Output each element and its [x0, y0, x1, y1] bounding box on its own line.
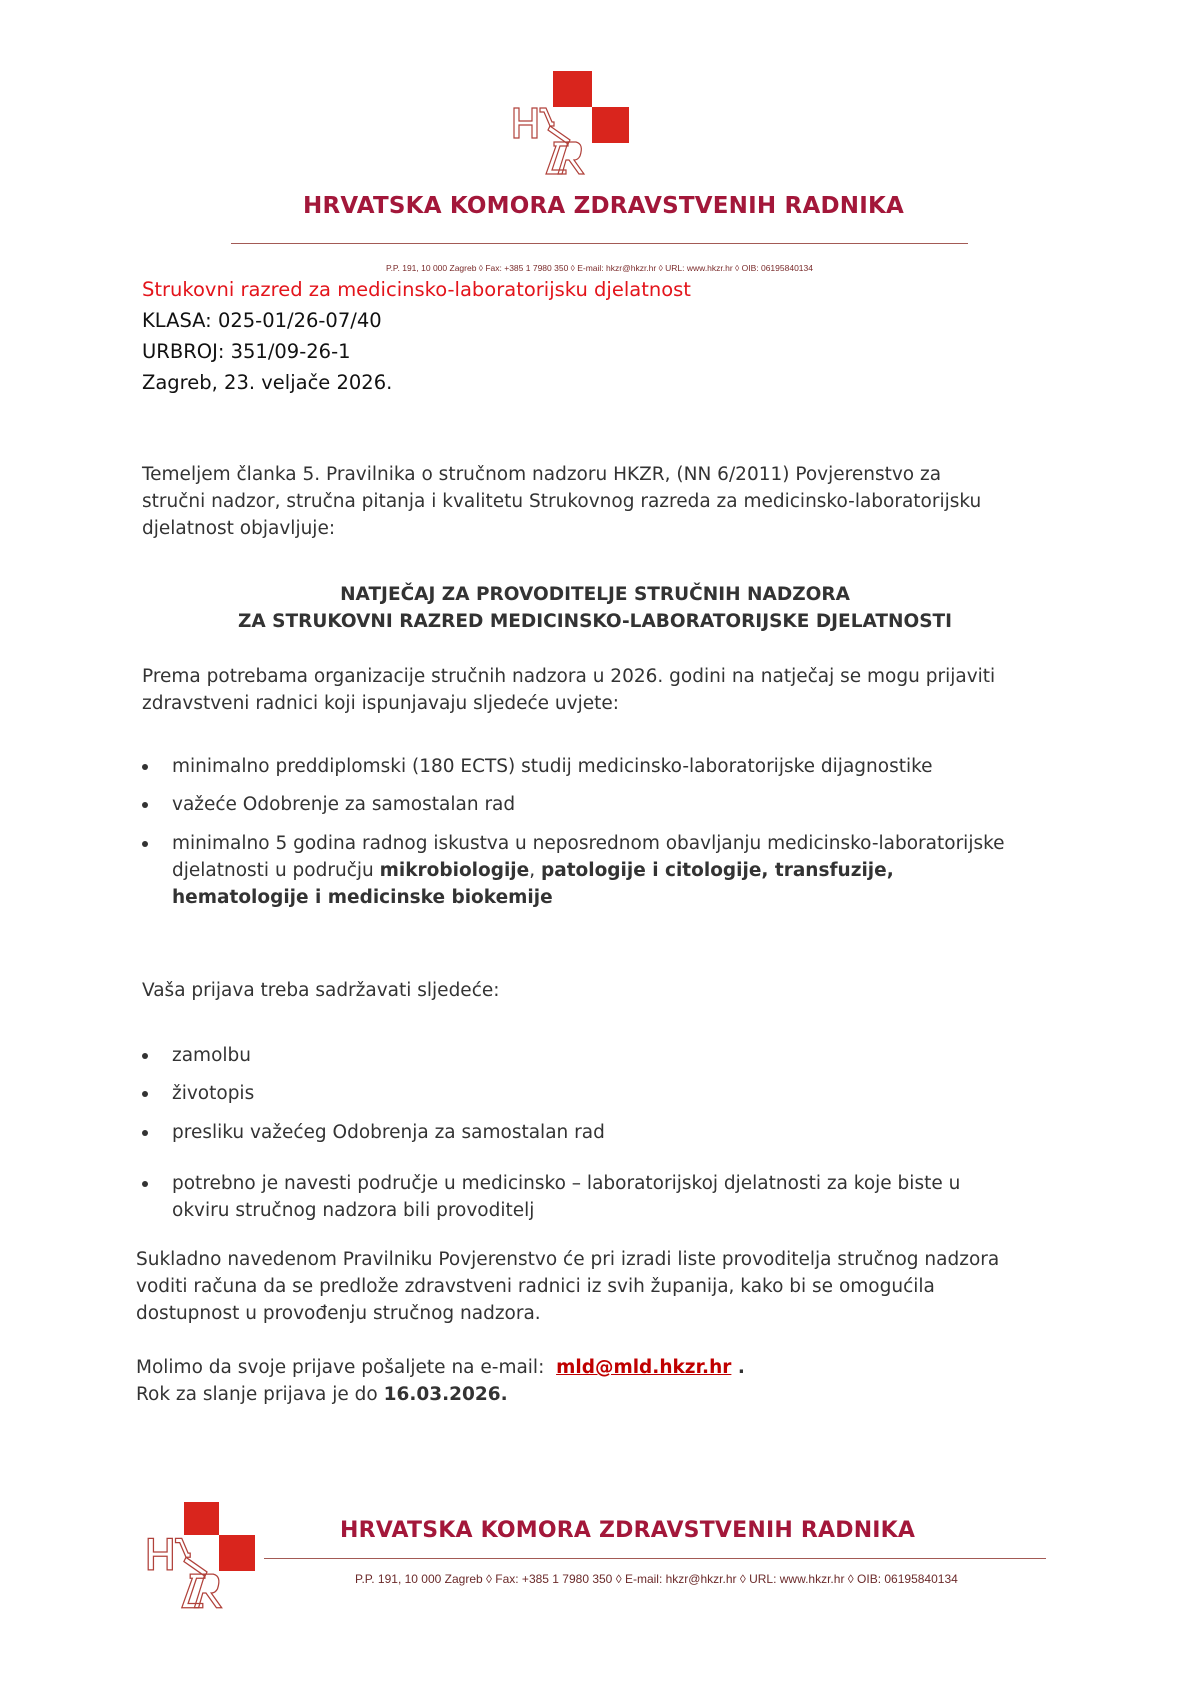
conditions-intro	[142, 663, 1062, 717]
application-item-text	[172, 1170, 1062, 1224]
logo-hkzr-letters-icon	[510, 104, 590, 176]
footer-logo-red-square-top	[184, 1502, 219, 1535]
logo-red-square-bottom	[592, 107, 629, 143]
condition-text	[172, 830, 1062, 911]
bullet-icon	[142, 1091, 148, 1097]
deadline-date: 16.03.2026.	[383, 1384, 508, 1405]
department-name: Strukovni razred za medicinsko-laboratorijsku djelatnost	[142, 278, 691, 301]
intro-line: djelatnost objavljuje:	[142, 518, 336, 539]
intro-paragraph	[142, 461, 1062, 542]
application-item-line: potrebno je navesti područje u medicinsko – laboratorijskoj djelatnosti za koje biste u	[172, 1173, 961, 1194]
condition-line-text: djelatnosti u području	[172, 860, 380, 881]
email-line	[136, 1354, 1056, 1381]
application-item-text: zamolbu	[172, 1045, 251, 1066]
bullet-icon	[142, 1130, 148, 1136]
closing-line: voditi računa da se predlože zdravstveni radnici iz svih županija, kako bi se omogućila	[136, 1276, 935, 1297]
urbroj-number: URBROJ: 351/09-26-1	[142, 340, 351, 363]
email-prefix: Molimo da svoje prijave pošaljete na e-mail:	[136, 1357, 557, 1378]
header-divider	[231, 243, 968, 244]
footer-logo-hkzr-letters-icon	[144, 1532, 228, 1612]
bullet-icon	[142, 841, 148, 847]
intro-line: Temeljem članka 5. Pravilnika o stručnom nadzoru HKZR, (NN 6/2011) Povjerenstvo za	[142, 464, 942, 485]
header-address-line: P.P. 191, 10 000 Zagreb ◊ Fax: +385 1 7980 350 ◊ E-mail: hkzr@hkzr.hr ◊ URL: www.hkzr.hr ◊ OIB: 06195840134	[386, 263, 813, 273]
condition-line	[172, 884, 1062, 911]
contact-block	[136, 1354, 1056, 1408]
tender-heading-line: ZA STRUKOVNI RAZRED MEDICINSKO-LABORATORIJSKE DJELATNOSTI	[237, 611, 953, 632]
application-item-text: životopis	[172, 1083, 255, 1104]
closing-paragraph	[136, 1246, 1056, 1327]
condition-line: minimalno 5 godina radnog iskustva u neposrednom obavljanju medicinsko-laboratorijske	[172, 833, 1005, 854]
bullet-icon	[142, 1053, 148, 1059]
tender-heading-line: NATJEČAJ ZA PROVODITELJE STRUČNIH NADZORA	[340, 584, 850, 605]
application-intro: Vaša prijava treba sadržavati sljedeće:	[142, 980, 500, 1001]
intro-line: stručni nadzor, stručna pitanja i kvalitetu Strukovnog razreda za medicinsko-laboratorijsku	[142, 491, 982, 512]
bullet-icon	[142, 764, 148, 770]
organization-title: HRVATSKA KOMORA ZDRAVSTVENIH RADNIKA	[303, 193, 904, 219]
conditions-intro-line: Prema potrebama organizacije stručnih nadzora u 2026. godini na natječaj se mogu prijaviti	[142, 666, 996, 687]
field-pathology-transfusion: patologije i citologije, transfuzije,	[540, 860, 894, 881]
tender-heading	[130, 581, 1060, 635]
email-suffix: .	[731, 1357, 745, 1378]
footer-divider	[264, 1558, 1046, 1559]
application-item-line: okviru stručnog nadzora bili provoditelj	[172, 1200, 535, 1221]
place-date: Zagreb, 23. veljače 2026.	[142, 371, 393, 394]
footer-address-line: P.P. 191, 10 000 Zagreb ◊ Fax: +385 1 7980 350 ◊ E-mail: hkzr@hkzr.hr ◊ URL: www.hkzr.hr ◊ OIB: 06195840134	[355, 1572, 958, 1586]
application-item-text: presliku važećeg Odobrenja za samostalan rad	[172, 1122, 605, 1143]
klasa-number: KLASA: 025-01/26-07/40	[142, 309, 382, 332]
deadline-prefix: Rok za slanje prijava je do	[136, 1384, 384, 1405]
conditions-intro-line: zdravstveni radnici koji ispunjavaju sljedeće uvjete:	[142, 693, 619, 714]
footer-organization-title: HRVATSKA KOMORA ZDRAVSTVENIH RADNIKA	[340, 1518, 916, 1543]
logo-red-square-top	[553, 71, 592, 107]
condition-line	[172, 857, 1062, 884]
condition-text: minimalno preddiplomski (180 ECTS) studij medicinsko-laboratorijske dijagnostike	[172, 756, 933, 777]
bullet-icon	[142, 802, 148, 808]
separator: ,	[529, 860, 541, 881]
field-hematology-biochemistry: hematologije i medicinske biokemije	[172, 887, 553, 908]
bullet-icon	[142, 1181, 148, 1187]
closing-line: dostupnost u provođenju stručnog nadzora.	[136, 1303, 541, 1324]
closing-line: Sukladno navedenom Pravilniku Povjerenstvo će pri izradi liste provoditelja stručnog nadzora	[136, 1249, 1000, 1270]
deadline-line	[136, 1381, 1056, 1408]
field-microbiology: mikrobiologije	[379, 860, 530, 881]
condition-text: važeće Odobrenje za samostalan rad	[172, 794, 516, 815]
email-link[interactable]: mld@mld.hkzr.hr	[556, 1357, 732, 1378]
